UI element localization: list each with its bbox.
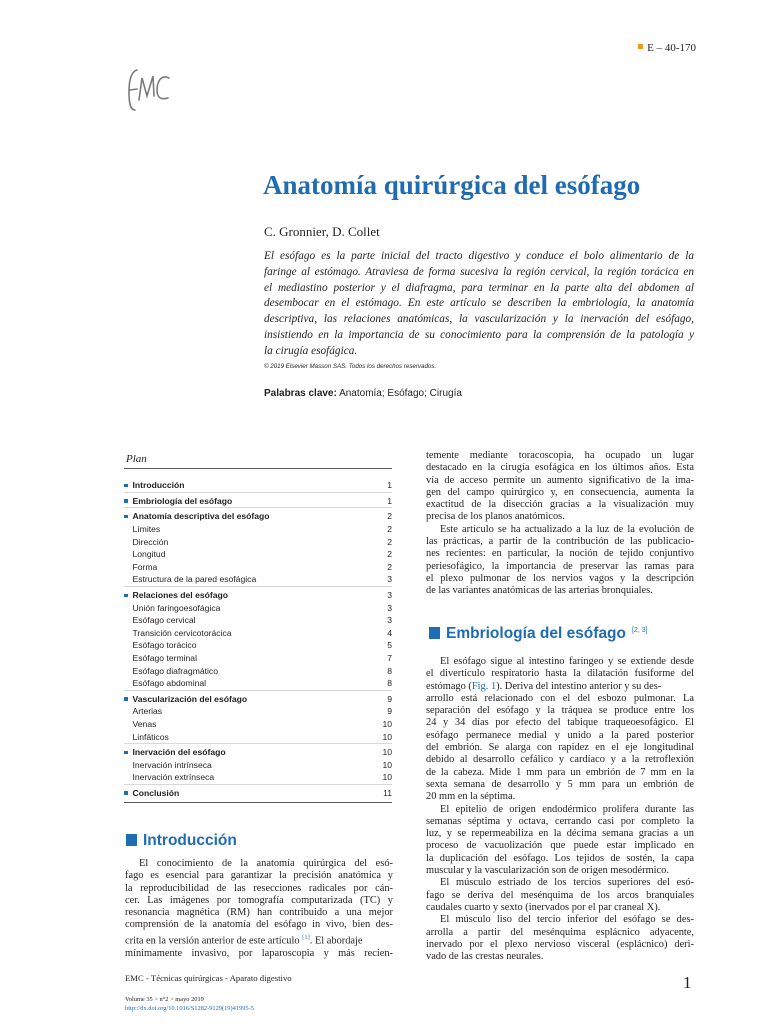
abstract-line: insistiendo en la importancia de su conocimiento para la comprensión de la patología y [264, 328, 694, 341]
plan-subsection-item[interactable] [124, 730, 392, 743]
plan-subsection-item[interactable] [124, 535, 392, 548]
plan-subsection-item[interactable] [124, 771, 392, 784]
text-line: estómago (Fig. 1). Deriva del intestino anterior y su des- [426, 680, 662, 692]
plan-item-page: 2 [387, 561, 392, 572]
doi-link[interactable]: http://dx.doi.org/10.1016/S1282-9129(19)41995-5 [125, 1005, 254, 1012]
journal-name: EMC - Técnicas quirúrgicas - Aparato digestivo [125, 973, 292, 983]
text-line: gen del campo quirúrgico y, en consecuencia, aumenta la [426, 486, 694, 498]
abstract-line: la cirugía esofágica. [264, 344, 358, 357]
text-line: caudales cuarto y sexto (inervados por el par craneal X). [426, 901, 661, 913]
plan-item-page: 10 [382, 759, 392, 770]
plan-item-page: 11 [383, 787, 392, 798]
plan-subsection-item[interactable] [124, 561, 392, 574]
heading-square-icon [429, 627, 440, 639]
text-line: comprensión de la anatomía del esófago in vivo, bien des- [125, 919, 393, 931]
plan-item-page: 5 [387, 640, 392, 651]
plan-item-page: 8 [387, 665, 392, 676]
text-line: arrollo está relacionado con el del esbozo pulmonar. La [426, 692, 694, 704]
section-heading-introduccion: Introducción [126, 832, 237, 850]
plan-item-label: Esófago cervical [132, 615, 196, 626]
page-number: 1 [683, 973, 692, 992]
plan-item-page: 1 [387, 495, 392, 506]
plan-item-label: Inervación del esófago [124, 747, 372, 757]
plan-item-label: Esófago diafragmático [132, 665, 219, 676]
authors: C. Gronnier, D. Collet [264, 224, 380, 239]
embryology-text [426, 656, 694, 963]
plan-item-page: 10 [382, 731, 392, 742]
plan-item-page: 7 [387, 653, 392, 664]
text-line: el divertículo respiratorio hasta la dilatación fusiforme del [426, 668, 694, 680]
plan-item-page: 1 [387, 480, 392, 491]
text-line: la duplicación del esófago. Los tejidos de sostén, la capa [426, 852, 694, 864]
text-line: exactitud de la disección gracias a la visualización muy [426, 499, 694, 511]
text-line: las prácticas, a partir de la contribución de las publicacio- [426, 536, 694, 548]
abstract-line: el mediastino posterior y el diafragma, para terminar en la parte alta del abdomen al [264, 281, 694, 294]
text-line: debido al desarrollo cefálico y cardíaco y a la retroflexión [426, 754, 694, 766]
plan-divider [124, 468, 392, 469]
plan-item-label: Transición cervicotorácica [132, 627, 232, 638]
text-line: esófago permanece medial y unido a la pared posterior [426, 729, 694, 741]
plan-item-label: Inervación intrínseca [132, 759, 212, 770]
text-line: la reproducibilidad de las resecciones radicales por cán- [125, 882, 393, 894]
text-line: fago es esencial para garantizar la precisión anatómica y [125, 870, 393, 882]
plan-item-label: Unión faringoesofágica [132, 602, 221, 613]
text-line: temente mediante toracoscopia, ha ocupado un lugar [426, 450, 694, 461]
abstract-line: faringe al estómago. Atraviesa de forma sucesiva la región cervical, la región torácica en [264, 265, 694, 278]
plan-item-label: Estructura de la pared esofágica [132, 574, 257, 585]
plan-item-page: 3 [387, 602, 392, 613]
text-line: El conocimiento de la anatomía quirúrgica del esó- [139, 858, 393, 869]
plan-item-label: Venas [132, 718, 157, 729]
plan-subsection-item[interactable] [124, 758, 392, 771]
plan-list [124, 479, 392, 799]
plan-subsection-item[interactable] [124, 523, 392, 536]
plan-subsection-item[interactable] [124, 548, 392, 561]
article-reference: E – 40-170 [638, 42, 696, 54]
plan-item-label: Relaciones del esófago [124, 590, 372, 600]
plan-item-label: Arterias [132, 706, 163, 717]
plan-item-page: 10 [382, 747, 392, 758]
text-line: 24 y 34 días por efecto del tabique traqueoesofágico. El [426, 717, 694, 729]
plan-item-label: Forma [132, 561, 158, 572]
plan-divider [124, 802, 392, 803]
intro-continued-text [426, 450, 694, 598]
plan-item-label: Dirección [132, 536, 169, 547]
text-line: Este artículo se ha actualizado a la luz de la evolución de [440, 523, 694, 535]
intro-text [125, 858, 393, 960]
plan-subsection-item[interactable] [124, 601, 392, 614]
plan-subsection-item[interactable] [124, 639, 392, 652]
plan-item-label: Anatomía descriptiva del esófago [124, 511, 372, 521]
plan-section-item[interactable] [124, 479, 392, 492]
plan-item-page: 3 [387, 574, 392, 585]
text-line: vado de las crestas neurales. [426, 951, 544, 963]
heading-square-icon [126, 834, 137, 846]
text-line: resonancia magnética (RM) han contribuido a una mejor [125, 907, 393, 919]
text-line: semanas séptima y octava, cerrando casi por completo la [426, 815, 694, 827]
keywords-label: Palabras clave: [264, 388, 337, 399]
plan-item-page: 9 [387, 706, 392, 717]
text-line: de la cabeza. Mide 1 mm para un embrión de 7 mm en la [426, 766, 694, 778]
plan-section-item[interactable] [124, 495, 392, 508]
plan-section-item[interactable] [124, 589, 392, 602]
plan-item-label: Vascularización del esófago [124, 694, 372, 704]
orange-square-icon [638, 44, 643, 49]
plan-item-page: 4 [387, 627, 392, 638]
plan-item-page: 2 [387, 549, 392, 560]
emc-logo [121, 62, 173, 118]
plan-item-page: 2 [387, 511, 392, 522]
plan-item-label: Esófago terminal [132, 653, 197, 664]
text-line: vía de acceso permite un aumento significativo de la ima- [426, 474, 694, 486]
section-heading-embriologia: Embriología del esófago [2, 3] [429, 625, 648, 643]
text-line: El esófago sigue al intestino faríngeo y se extiende desde [440, 656, 694, 667]
plan-subsection-item[interactable] [124, 677, 392, 690]
plan-item-page: 9 [387, 693, 392, 704]
text-line: crita en la versión anterior de este artículo [1]. El abordaje [125, 933, 363, 947]
plan-subsection-item[interactable] [124, 664, 392, 677]
text-line: luz, y se repermeabiliza en la décima semana gracias a un [426, 828, 694, 840]
text-line: cer. Las imágenes por tomografía computarizada (TC) y [125, 894, 393, 906]
text-line: 20 mm en la séptima. [426, 791, 516, 803]
keywords-value: Anatomía; Esófago; Cirugía [339, 388, 462, 399]
plan-item-label: Esófago abdominal [132, 678, 207, 689]
plan-item-page: 2 [387, 536, 392, 547]
text-line: destacado en la cirugía esofágica en los últimos años. Esta [426, 462, 694, 474]
plan-section-item[interactable] [124, 787, 392, 800]
text-line: El músculo estriado de los tercios superiores del esó- [440, 877, 694, 889]
plan-subsection-item[interactable] [124, 614, 392, 627]
text-line: El músculo liso del tercio inferior del esófago se des- [440, 914, 694, 926]
text-line: inervado por el plexo nervioso visceral (esplácnico) deri- [426, 938, 694, 950]
plan-item-label: Esófago torácico [132, 640, 197, 651]
text-line: de las variantes anatómicas de las arterias bronquiales. [426, 585, 653, 597]
plan-item-label: Embriología del esófago [124, 496, 372, 506]
plan-subsection-item[interactable] [124, 718, 392, 731]
text-line: muscular y la vascularización son de origen mesodérmico. [426, 865, 669, 877]
plan-item-page: 3 [387, 590, 392, 601]
plan-item-page: 3 [387, 615, 392, 626]
abstract-line: El esófago es la parte inicial del tracto digestivo y conduce el bolo alimentario de la [264, 250, 694, 262]
plan-item-label: Introducción [124, 480, 372, 490]
plan-item-page: 10 [382, 718, 392, 729]
abstract-line: desembocar en el estómago. En este artículo se describen la embriología, la anatomía [264, 297, 694, 310]
plan-section-item[interactable] [124, 510, 392, 523]
text-line: proceso de vacuolización que puede estar implicado en [426, 840, 694, 852]
citation-link[interactable]: [2, 3] [632, 627, 648, 634]
text-line: el plexo pulmonar de los nervios vagos y la descripción [426, 572, 694, 584]
plan-item-page: 10 [382, 772, 392, 783]
plan-item-label: Límites [132, 524, 161, 535]
article-title: Anatomía quirúrgica del esófago [263, 170, 641, 200]
abstract-line: descriptiva, las relaciones anatómicas, la vascularización y la inervación del esófago, [264, 313, 694, 326]
text-line: precisa de los planos anatómicos. [426, 511, 565, 523]
plan-item-page: 2 [387, 524, 392, 535]
text-line: periesofágico, la importancia de preservar las ramas para [426, 560, 694, 572]
plan-item-label: Longitud [132, 549, 166, 560]
plan-subsection-item[interactable] [124, 627, 392, 640]
plan-section-item[interactable] [124, 693, 392, 706]
plan-section-item[interactable] [124, 746, 392, 759]
text-line: del embrión. Se alarga con rapidez en el eje longitudinal [426, 742, 694, 754]
copyright: © 2019 Elsevier Masson SAS. Todos los derechos reservados. [264, 363, 437, 370]
text-line: fago se deriva del mesénquima de los arcos branquiales [426, 889, 694, 901]
volume-info: Volume 35 > n°2 > mayo 2019 [125, 996, 204, 1003]
plan-item-label: Inervación extrínseca [132, 772, 215, 783]
plan-item-page: 8 [387, 678, 392, 689]
text-line: El epitelio de origen endodérmico prolifera durante las [440, 803, 694, 815]
plan-title: Plan [126, 453, 147, 465]
text-line: nes recientes: en particular, la noción de tejido conjuntivo [426, 548, 694, 560]
plan-item-label: Linfáticos [132, 731, 169, 742]
plan-subsection-item[interactable] [124, 652, 392, 665]
text-line: mínimamente invasivo, por laparoscopia y más recien- [125, 947, 393, 959]
figure-link[interactable]: Fig. 1 [471, 680, 497, 692]
abstract [264, 249, 694, 360]
citation-link[interactable]: [1] [302, 933, 310, 941]
text-line: arrolla a partir del mesénquima esplácnico adyacente, [426, 926, 694, 938]
text-line: separación del esófago y la tráquea se produce entre los [426, 705, 694, 717]
plan-item-label: Conclusión [124, 788, 372, 798]
text-line: sexta semana de desarrollo y 5 mm para un embrión de [426, 778, 694, 790]
plan-subsection-item[interactable] [124, 705, 392, 718]
plan-subsection-item[interactable] [124, 573, 392, 586]
keywords [264, 388, 462, 399]
